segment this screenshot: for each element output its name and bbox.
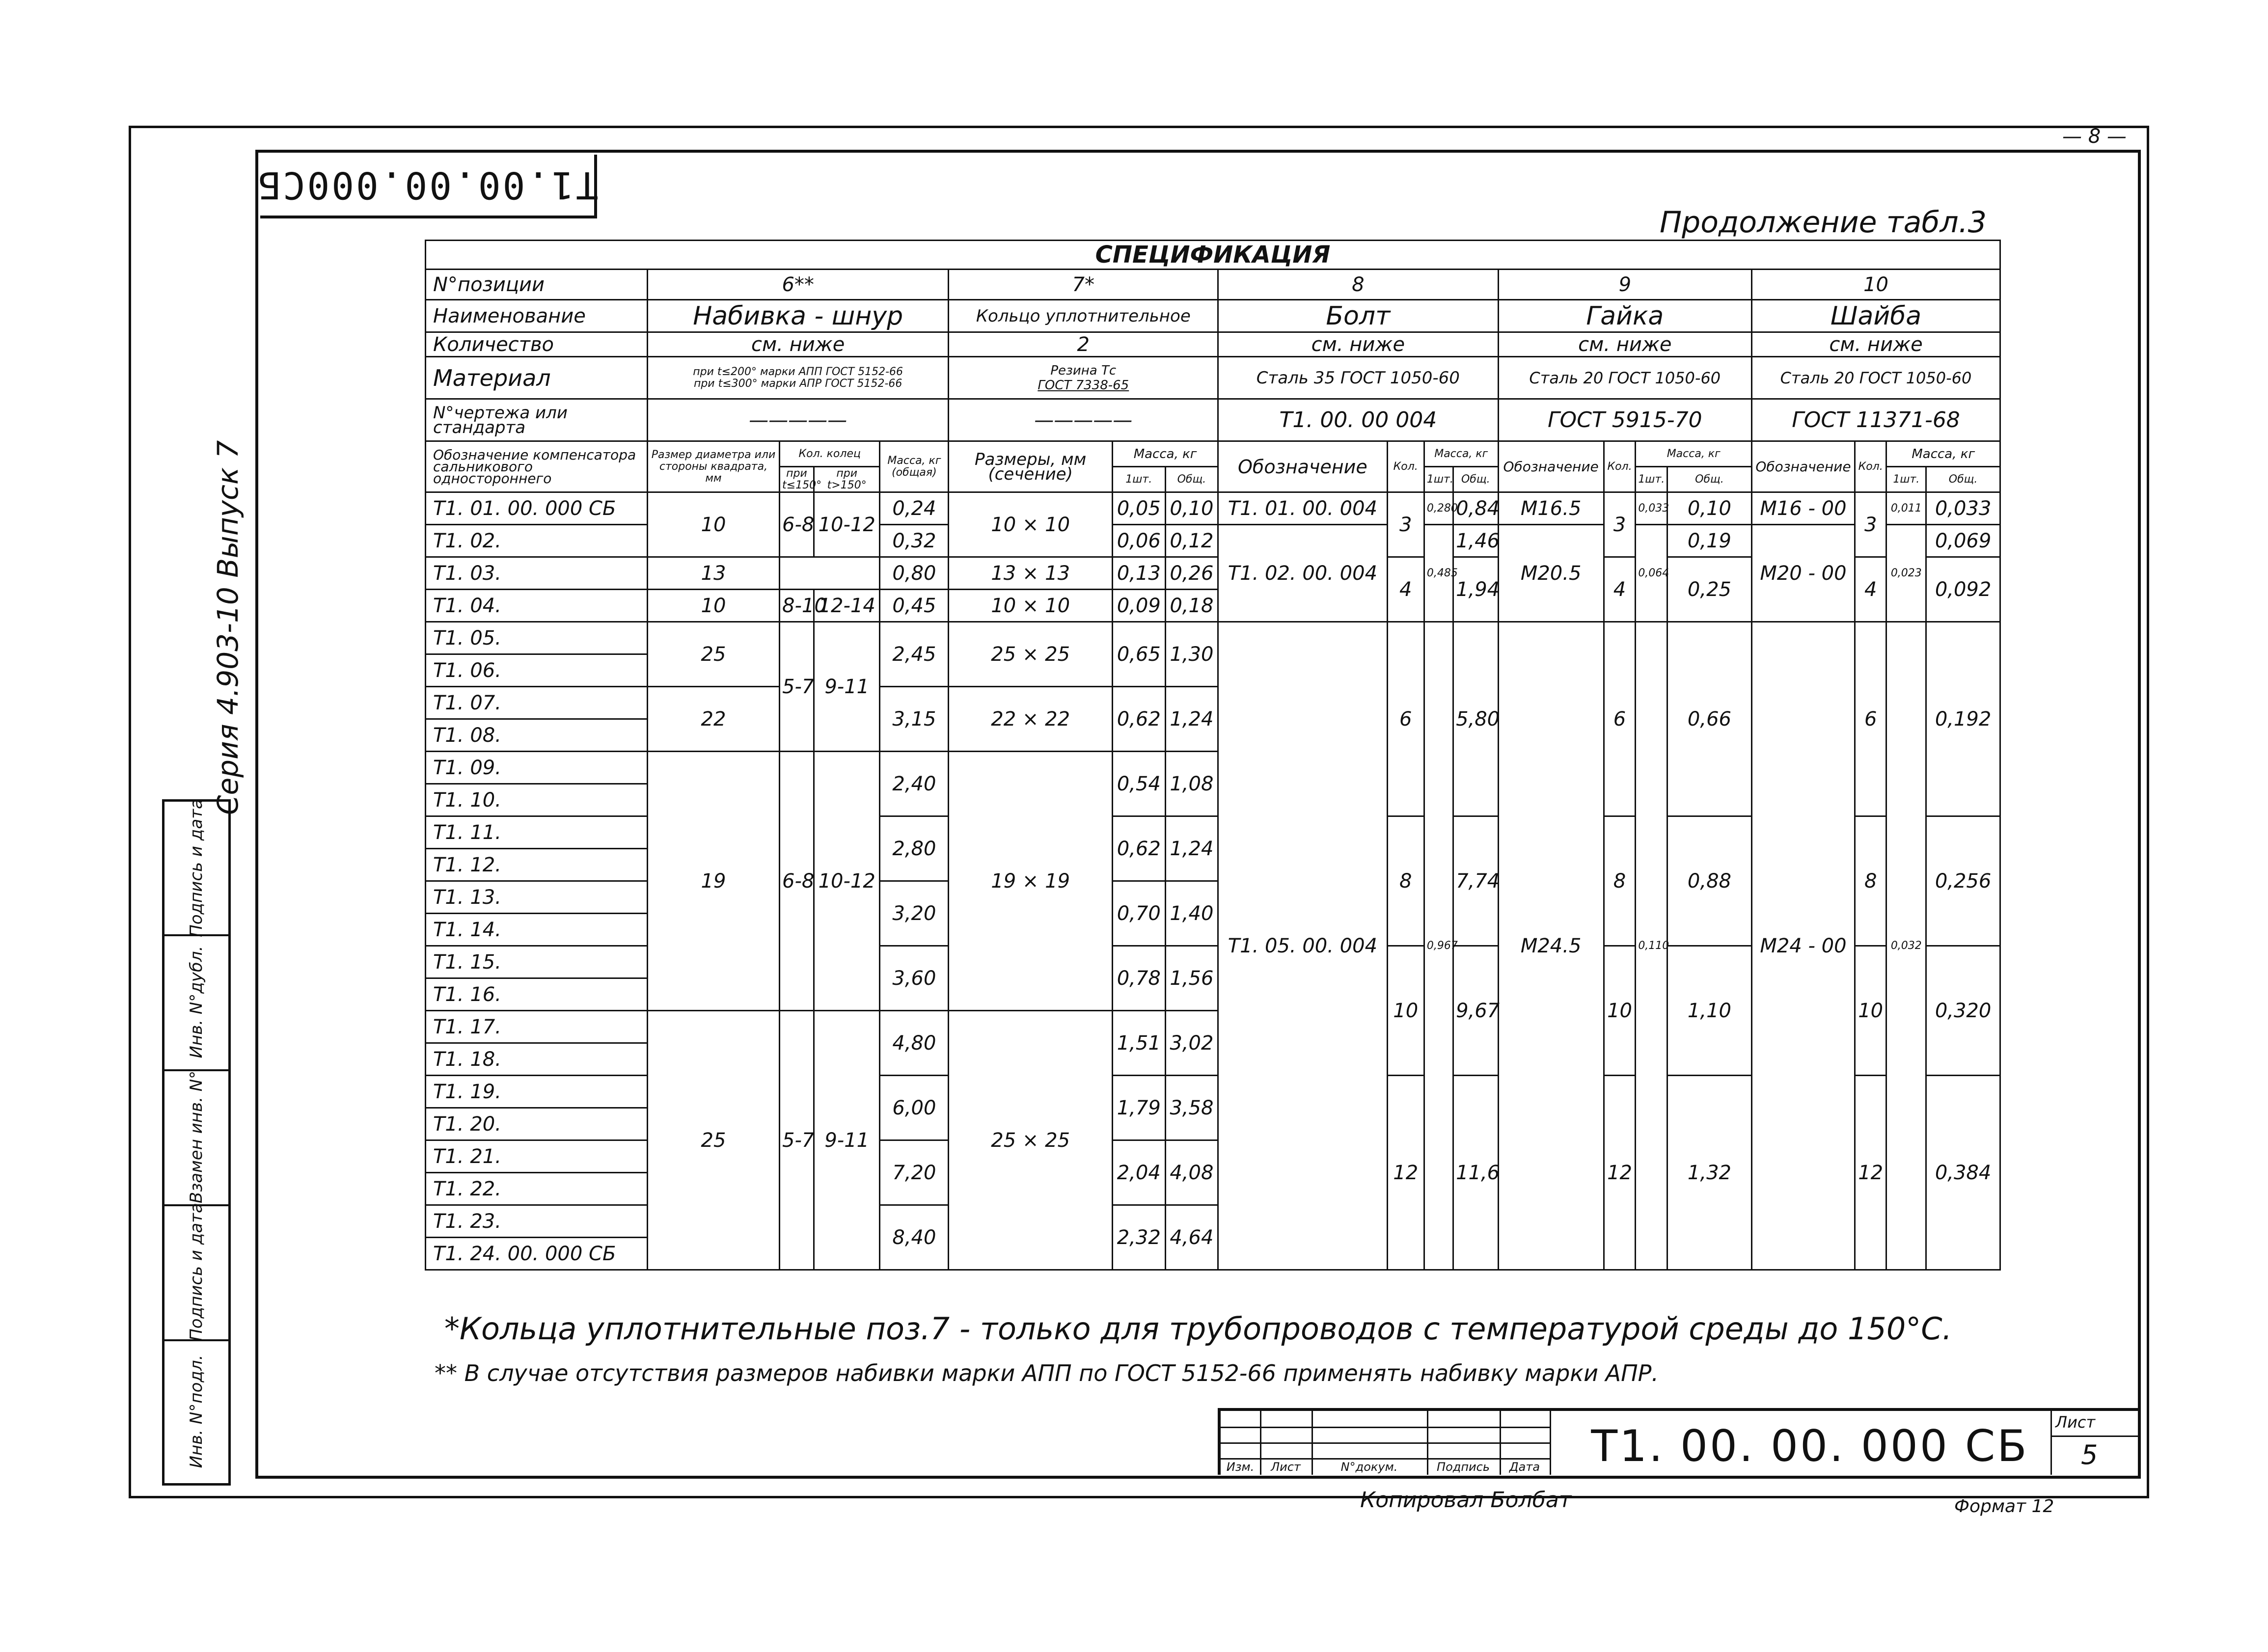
p9-qty: 8 bbox=[1604, 816, 1636, 946]
quantity-7: 2 bbox=[949, 332, 1218, 357]
drawing-8: Т1. 00. 00 004 bbox=[1218, 399, 1498, 441]
subheader-total-9: Общ. bbox=[1667, 467, 1751, 492]
p8-total: 9,67 bbox=[1453, 946, 1498, 1076]
p6-size: 25 bbox=[647, 622, 779, 687]
p7-total: 1,40 bbox=[1165, 881, 1218, 946]
p8-designation: Т1. 01. 00. 004 bbox=[1218, 492, 1387, 525]
revision-grid bbox=[1221, 1411, 1550, 1475]
p8-one: 0,280 bbox=[1424, 492, 1453, 525]
subheader-size: Размер диаметра или стороны квадрата, мм bbox=[647, 441, 779, 492]
p8-total: 0,84 bbox=[1453, 492, 1498, 525]
p7-total: 0,26 bbox=[1165, 557, 1218, 590]
quantity-9: см. ниже bbox=[1498, 332, 1752, 357]
table-row-designation: Т1. 17. bbox=[426, 1011, 648, 1043]
name-8: Болт bbox=[1218, 300, 1498, 332]
specification-table bbox=[425, 240, 2001, 1271]
p6-rings-gt: 10-12 bbox=[814, 752, 880, 1011]
p7-dims: 22 × 22 bbox=[949, 687, 1113, 752]
drawing-9: ГОСТ 5915-70 bbox=[1498, 399, 1752, 441]
row-label-designation: Обозначение компенсатора сальникового одностороннего bbox=[426, 441, 648, 492]
revision-grid-line bbox=[1550, 1411, 1551, 1475]
table-row-designation: Т1. 11. bbox=[426, 816, 648, 849]
continuation-label: Продолжение табл.3 bbox=[1660, 205, 1987, 240]
copied-by: Копировал Болбат bbox=[1360, 1488, 1572, 1513]
p9-designation: М24.5 bbox=[1498, 622, 1604, 1270]
p6-mass: 8,40 bbox=[880, 1205, 949, 1270]
p9-one: 0,033 bbox=[1636, 492, 1667, 525]
p6-rings-le: 6-8 bbox=[780, 492, 814, 557]
subheader-designation-9: Обозначение bbox=[1498, 441, 1604, 492]
side-cell-inv-orig: Инв. N°подл. bbox=[187, 1354, 206, 1468]
p7-one: 0,70 bbox=[1112, 881, 1165, 946]
p7-one: 0,05 bbox=[1112, 492, 1165, 525]
p6-rings-le: 8-10 bbox=[780, 590, 814, 622]
format-label: Формат 12 bbox=[1954, 1496, 2054, 1517]
p10-qty: 12 bbox=[1855, 1076, 1886, 1270]
table-row-designation: Т1. 23. bbox=[426, 1205, 648, 1238]
table-row-designation: Т1. 19. bbox=[426, 1076, 648, 1108]
p9-qty: 12 bbox=[1604, 1076, 1636, 1270]
title-block-label: Дата bbox=[1509, 1460, 1540, 1474]
title-block bbox=[1218, 1408, 2138, 1475]
title-block-label: Изм. bbox=[1226, 1460, 1255, 1474]
p10-qty: 3 bbox=[1855, 492, 1886, 557]
p6-rings-gt: 10-12 bbox=[814, 492, 880, 557]
subheader-qty-10: Кол. bbox=[1855, 441, 1886, 492]
p10-one: 0,011 bbox=[1886, 492, 1926, 525]
p10-one: 0,032 bbox=[1886, 622, 1926, 1270]
p7-dims: 10 × 10 bbox=[949, 492, 1113, 557]
quantity-6: см. ниже bbox=[647, 332, 948, 357]
p8-qty: 6 bbox=[1387, 622, 1424, 816]
p10-total: 0,384 bbox=[1926, 1076, 2000, 1270]
p6-size: 19 bbox=[647, 752, 779, 1011]
side-strip bbox=[162, 799, 231, 1486]
p7-dims: 10 × 10 bbox=[949, 590, 1113, 622]
p8-one: 0,485 bbox=[1424, 525, 1453, 622]
p8-designation: Т1. 05. 00. 004 bbox=[1218, 622, 1387, 1270]
p10-total: 0,320 bbox=[1926, 946, 2000, 1076]
p10-total: 0,192 bbox=[1926, 622, 2000, 816]
footnote-2: ** В случае отсутствия размеров набивки марки АПП по ГОСТ 5152-66 применять набивку марки АПР. bbox=[435, 1360, 1659, 1386]
subheader-mass-8: Масса, кг bbox=[1424, 441, 1498, 467]
subheader-t-le-150: при t≤150° bbox=[780, 467, 814, 492]
side-cell-replace-inv: Взамен инв. N° bbox=[164, 1069, 228, 1206]
p7-total: 1,08 bbox=[1165, 752, 1218, 816]
table-row-designation: Т1. 06. bbox=[426, 654, 648, 687]
table-row-designation: Т1. 22. bbox=[426, 1173, 648, 1205]
p6-mass: 7,20 bbox=[880, 1140, 949, 1205]
material-7: Резина Тс ГОСТ 7338-65 bbox=[949, 357, 1218, 399]
sheet-divider bbox=[2050, 1411, 2052, 1475]
title-code: Т1. 00. 00. 000 СБ bbox=[1591, 1421, 2029, 1471]
p9-designation: М16.5 bbox=[1498, 492, 1604, 525]
side-cell-inv-dup: Инв. N°дубл. bbox=[164, 934, 228, 1071]
material-10: Сталь 20 ГОСТ 1050-60 bbox=[1752, 357, 2000, 399]
p6-rings-gt: 12-14 bbox=[814, 590, 880, 622]
p7-one: 0,54 bbox=[1112, 752, 1165, 816]
table-row-designation: Т1. 18. bbox=[426, 1043, 648, 1076]
table-row-designation: Т1. 24. 00. 000 СБ bbox=[426, 1238, 648, 1270]
p6-rings-gt: 9-11 bbox=[814, 622, 880, 752]
table-title: СПЕЦИФИКАЦИЯ bbox=[426, 241, 2000, 270]
sheet-label-line bbox=[2050, 1435, 2138, 1437]
table-row-designation: Т1. 15. bbox=[426, 946, 648, 978]
subheader-designation-10: Обозначение bbox=[1752, 441, 1855, 492]
p7-total: 1,30 bbox=[1165, 622, 1218, 687]
subheader-total-7: Общ. bbox=[1165, 467, 1218, 492]
table-row-designation: Т1. 21. bbox=[426, 1140, 648, 1173]
p9-total: 0,88 bbox=[1667, 816, 1751, 946]
subheader-total-10: Общ. bbox=[1926, 467, 2000, 492]
p6-size: 10 bbox=[647, 590, 779, 622]
subheader-total-8: Общ. bbox=[1453, 467, 1498, 492]
p7-one: 1,79 bbox=[1112, 1076, 1165, 1140]
subheader-mass-total: Масса, кг (общая) bbox=[880, 441, 949, 492]
table-row-designation: Т1. 14. bbox=[426, 914, 648, 946]
p6-rings-le: 5-7 bbox=[780, 622, 814, 752]
p7-one: 0,65 bbox=[1112, 622, 1165, 687]
subheader-one-7: 1шт. bbox=[1112, 467, 1165, 492]
material-6: при t≤200° марки АПП ГОСТ 5152-66 при t≤300° марки АПР ГОСТ 5152-66 bbox=[647, 357, 948, 399]
p6-rings-blank bbox=[780, 557, 880, 590]
p7-total: 3,02 bbox=[1165, 1011, 1218, 1076]
p7-one: 2,04 bbox=[1112, 1140, 1165, 1205]
p7-dims: 25 × 25 bbox=[949, 1011, 1113, 1270]
p6-mass: 0,24 bbox=[880, 492, 949, 525]
p6-mass: 2,45 bbox=[880, 622, 949, 687]
p6-mass: 0,80 bbox=[880, 557, 949, 590]
subheader-one-10: 1шт. bbox=[1886, 467, 1926, 492]
row-label-drawing: N°чертежа или стандарта bbox=[426, 399, 648, 441]
p8-qty: 4 bbox=[1387, 557, 1424, 622]
p7-dims: 13 × 13 bbox=[949, 557, 1113, 590]
p7-one: 0,13 bbox=[1112, 557, 1165, 590]
row-label-position: N°позиции bbox=[426, 270, 648, 300]
p7-total: 0,10 bbox=[1165, 492, 1218, 525]
p7-total: 1,56 bbox=[1165, 946, 1218, 1011]
p6-mass: 2,40 bbox=[880, 752, 949, 816]
p9-total: 0,10 bbox=[1667, 492, 1751, 525]
position-10: 10 bbox=[1752, 270, 2000, 300]
p10-total: 0,256 bbox=[1926, 816, 2000, 946]
name-10: Шайба bbox=[1752, 300, 2000, 332]
material-8: Сталь 35 ГОСТ 1050-60 bbox=[1218, 357, 1498, 399]
table-row-designation: Т1. 07. bbox=[426, 687, 648, 719]
title-block-label: N°докум. bbox=[1340, 1460, 1398, 1474]
subheader-mass-7: Масса, кг bbox=[1112, 441, 1218, 467]
p9-designation: М20.5 bbox=[1498, 525, 1604, 622]
p9-total: 1,10 bbox=[1667, 946, 1751, 1076]
side-cell-signature-1: Подпись и дата bbox=[164, 1204, 228, 1341]
table-row-designation: Т1. 10. bbox=[426, 784, 648, 816]
sheet-label: Лист bbox=[2055, 1413, 2096, 1432]
table-row-designation: Т1. 09. bbox=[426, 752, 648, 784]
drawing-6: ————— bbox=[647, 399, 948, 441]
p8-total: 1,94 bbox=[1453, 557, 1498, 622]
p7-one: 0,62 bbox=[1112, 816, 1165, 881]
p6-mass: 2,80 bbox=[880, 816, 949, 881]
p10-total: 0,092 bbox=[1926, 557, 2000, 622]
quantity-10: см. ниже bbox=[1752, 332, 2000, 357]
p9-qty: 6 bbox=[1604, 622, 1636, 816]
drawing-7: ————— bbox=[949, 399, 1218, 441]
p6-size: 10 bbox=[647, 492, 779, 557]
title-block-label: Подпись bbox=[1437, 1460, 1490, 1474]
table-row-designation: Т1. 12. bbox=[426, 849, 648, 881]
table-row-designation: Т1. 20. bbox=[426, 1108, 648, 1140]
table-row-designation: Т1. 05. bbox=[426, 622, 648, 654]
p8-qty: 12 bbox=[1387, 1076, 1424, 1270]
table-row-designation: Т1. 03. bbox=[426, 557, 648, 590]
p7-total: 3,58 bbox=[1165, 1076, 1218, 1140]
p7-one: 0,09 bbox=[1112, 590, 1165, 622]
p9-one: 0,064 bbox=[1636, 525, 1667, 622]
p7-total: 4,08 bbox=[1165, 1140, 1218, 1205]
top-stamp bbox=[256, 155, 599, 218]
p6-mass: 0,45 bbox=[880, 590, 949, 622]
p8-designation: Т1. 02. 00. 004 bbox=[1218, 525, 1387, 622]
p6-mass: 3,20 bbox=[880, 881, 949, 946]
p7-one: 0,06 bbox=[1112, 525, 1165, 557]
subheader-mass-9: Масса, кг bbox=[1636, 441, 1752, 467]
table-row-designation: Т1. 16. bbox=[426, 978, 648, 1011]
table-row-designation: Т1. 04. bbox=[426, 590, 648, 622]
subheader-one-9: 1шт. bbox=[1636, 467, 1667, 492]
p9-total: 0,19 bbox=[1667, 525, 1751, 557]
p6-size: 25 bbox=[647, 1011, 779, 1270]
subheader-mass-10: Масса, кг bbox=[1886, 441, 2000, 467]
p8-total: 11,6 bbox=[1453, 1076, 1498, 1270]
p7-one: 0,78 bbox=[1112, 946, 1165, 1011]
table-row-designation: Т1. 13. bbox=[426, 881, 648, 914]
p9-one: 0,110 bbox=[1636, 622, 1667, 1270]
p8-total: 1,46 bbox=[1453, 525, 1498, 557]
table-row-designation: Т1. 01. 00. 000 СБ bbox=[426, 492, 648, 525]
p6-rings-gt: 9-11 bbox=[814, 1011, 880, 1270]
subheader-qty-8: Кол. bbox=[1387, 441, 1424, 492]
p8-qty: 8 bbox=[1387, 816, 1424, 946]
p10-designation: М24 - 00 bbox=[1752, 622, 1855, 1270]
p7-dims: 25 × 25 bbox=[949, 622, 1113, 687]
p10-designation: М20 - 00 bbox=[1752, 525, 1855, 622]
side-cell-signature-2: Подпись и дата bbox=[164, 802, 228, 936]
p8-qty: 10 bbox=[1387, 946, 1424, 1076]
subheader-rings: Кол. колец bbox=[780, 441, 880, 467]
p6-rings-le: 5-7 bbox=[780, 1011, 814, 1270]
p7-total: 1,24 bbox=[1165, 687, 1218, 752]
position-6: 6** bbox=[647, 270, 948, 300]
p6-size: 13 bbox=[647, 557, 779, 590]
name-9: Гайка bbox=[1498, 300, 1752, 332]
position-9: 9 bbox=[1498, 270, 1752, 300]
p8-one: 0,967 bbox=[1424, 622, 1453, 1270]
p7-one: 1,51 bbox=[1112, 1011, 1165, 1076]
table-row-designation: Т1. 08. bbox=[426, 719, 648, 752]
p6-rings-le: 6-8 bbox=[780, 752, 814, 1011]
p8-total: 5,80 bbox=[1453, 622, 1498, 816]
sheet-number: 5 bbox=[2081, 1439, 2098, 1470]
subheader-t-gt-150: при t>150° bbox=[814, 467, 880, 492]
p10-total: 0,069 bbox=[1926, 525, 2000, 557]
p10-qty: 10 bbox=[1855, 946, 1886, 1076]
p10-one: 0,023 bbox=[1886, 525, 1926, 622]
p10-total: 0,033 bbox=[1926, 492, 2000, 525]
p7-total: 1,24 bbox=[1165, 816, 1218, 881]
p10-qty: 6 bbox=[1855, 622, 1886, 816]
p10-designation: М16 - 00 bbox=[1752, 492, 1855, 525]
row-label-quantity: Количество bbox=[426, 332, 648, 357]
position-7: 7* bbox=[949, 270, 1218, 300]
p6-mass: 6,00 bbox=[880, 1076, 949, 1140]
p10-qty: 4 bbox=[1855, 557, 1886, 622]
top-stamp-code: Т1.00.00.000СБ bbox=[256, 163, 599, 207]
row-label-material: Материал bbox=[426, 357, 648, 399]
p9-qty: 3 bbox=[1604, 492, 1636, 557]
footnote-1: *Кольца уплотнительные поз.7 - только для трубопроводов с температурой среды до 150°С. bbox=[444, 1311, 1952, 1347]
material-9: Сталь 20 ГОСТ 1050-60 bbox=[1498, 357, 1752, 399]
p9-total: 0,66 bbox=[1667, 622, 1751, 816]
position-8: 8 bbox=[1218, 270, 1498, 300]
series-label: Серия 4.903-10 Выпуск 7 bbox=[211, 440, 245, 815]
table-row-designation: Т1. 02. bbox=[426, 525, 648, 557]
p7-dims: 19 × 19 bbox=[949, 752, 1113, 1011]
subheader-designation-8: Обозначение bbox=[1218, 441, 1387, 492]
quantity-8: см. ниже bbox=[1218, 332, 1498, 357]
p6-mass: 4,80 bbox=[880, 1011, 949, 1076]
p7-total: 0,12 bbox=[1165, 525, 1218, 557]
page-mark: — 8 — bbox=[2062, 125, 2127, 148]
subheader-dims: Размеры, мм (сечение) bbox=[949, 441, 1113, 492]
p6-mass: 3,15 bbox=[880, 687, 949, 752]
p7-one: 0,62 bbox=[1112, 687, 1165, 752]
title-block-label: Лист bbox=[1271, 1460, 1301, 1474]
p6-mass: 0,32 bbox=[880, 525, 949, 557]
name-6: Набивка - шнур bbox=[647, 300, 948, 332]
name-7: Кольцо уплотнительное bbox=[949, 300, 1218, 332]
subheader-one-8: 1шт. bbox=[1424, 467, 1453, 492]
drawing-10: ГОСТ 11371-68 bbox=[1752, 399, 2000, 441]
subheader-qty-9: Кол. bbox=[1604, 441, 1636, 492]
p9-qty: 10 bbox=[1604, 946, 1636, 1076]
p7-one: 2,32 bbox=[1112, 1205, 1165, 1270]
p6-mass: 3,60 bbox=[880, 946, 949, 1011]
p7-total: 4,64 bbox=[1165, 1205, 1218, 1270]
p6-size: 22 bbox=[647, 687, 779, 752]
p10-qty: 8 bbox=[1855, 816, 1886, 946]
p8-qty: 3 bbox=[1387, 492, 1424, 557]
p8-total: 7,74 bbox=[1453, 816, 1498, 946]
p7-total: 0,18 bbox=[1165, 590, 1218, 622]
p9-total: 1,32 bbox=[1667, 1076, 1751, 1270]
p9-total: 0,25 bbox=[1667, 557, 1751, 622]
row-label-name: Наименование bbox=[426, 300, 648, 332]
p9-qty: 4 bbox=[1604, 557, 1636, 622]
